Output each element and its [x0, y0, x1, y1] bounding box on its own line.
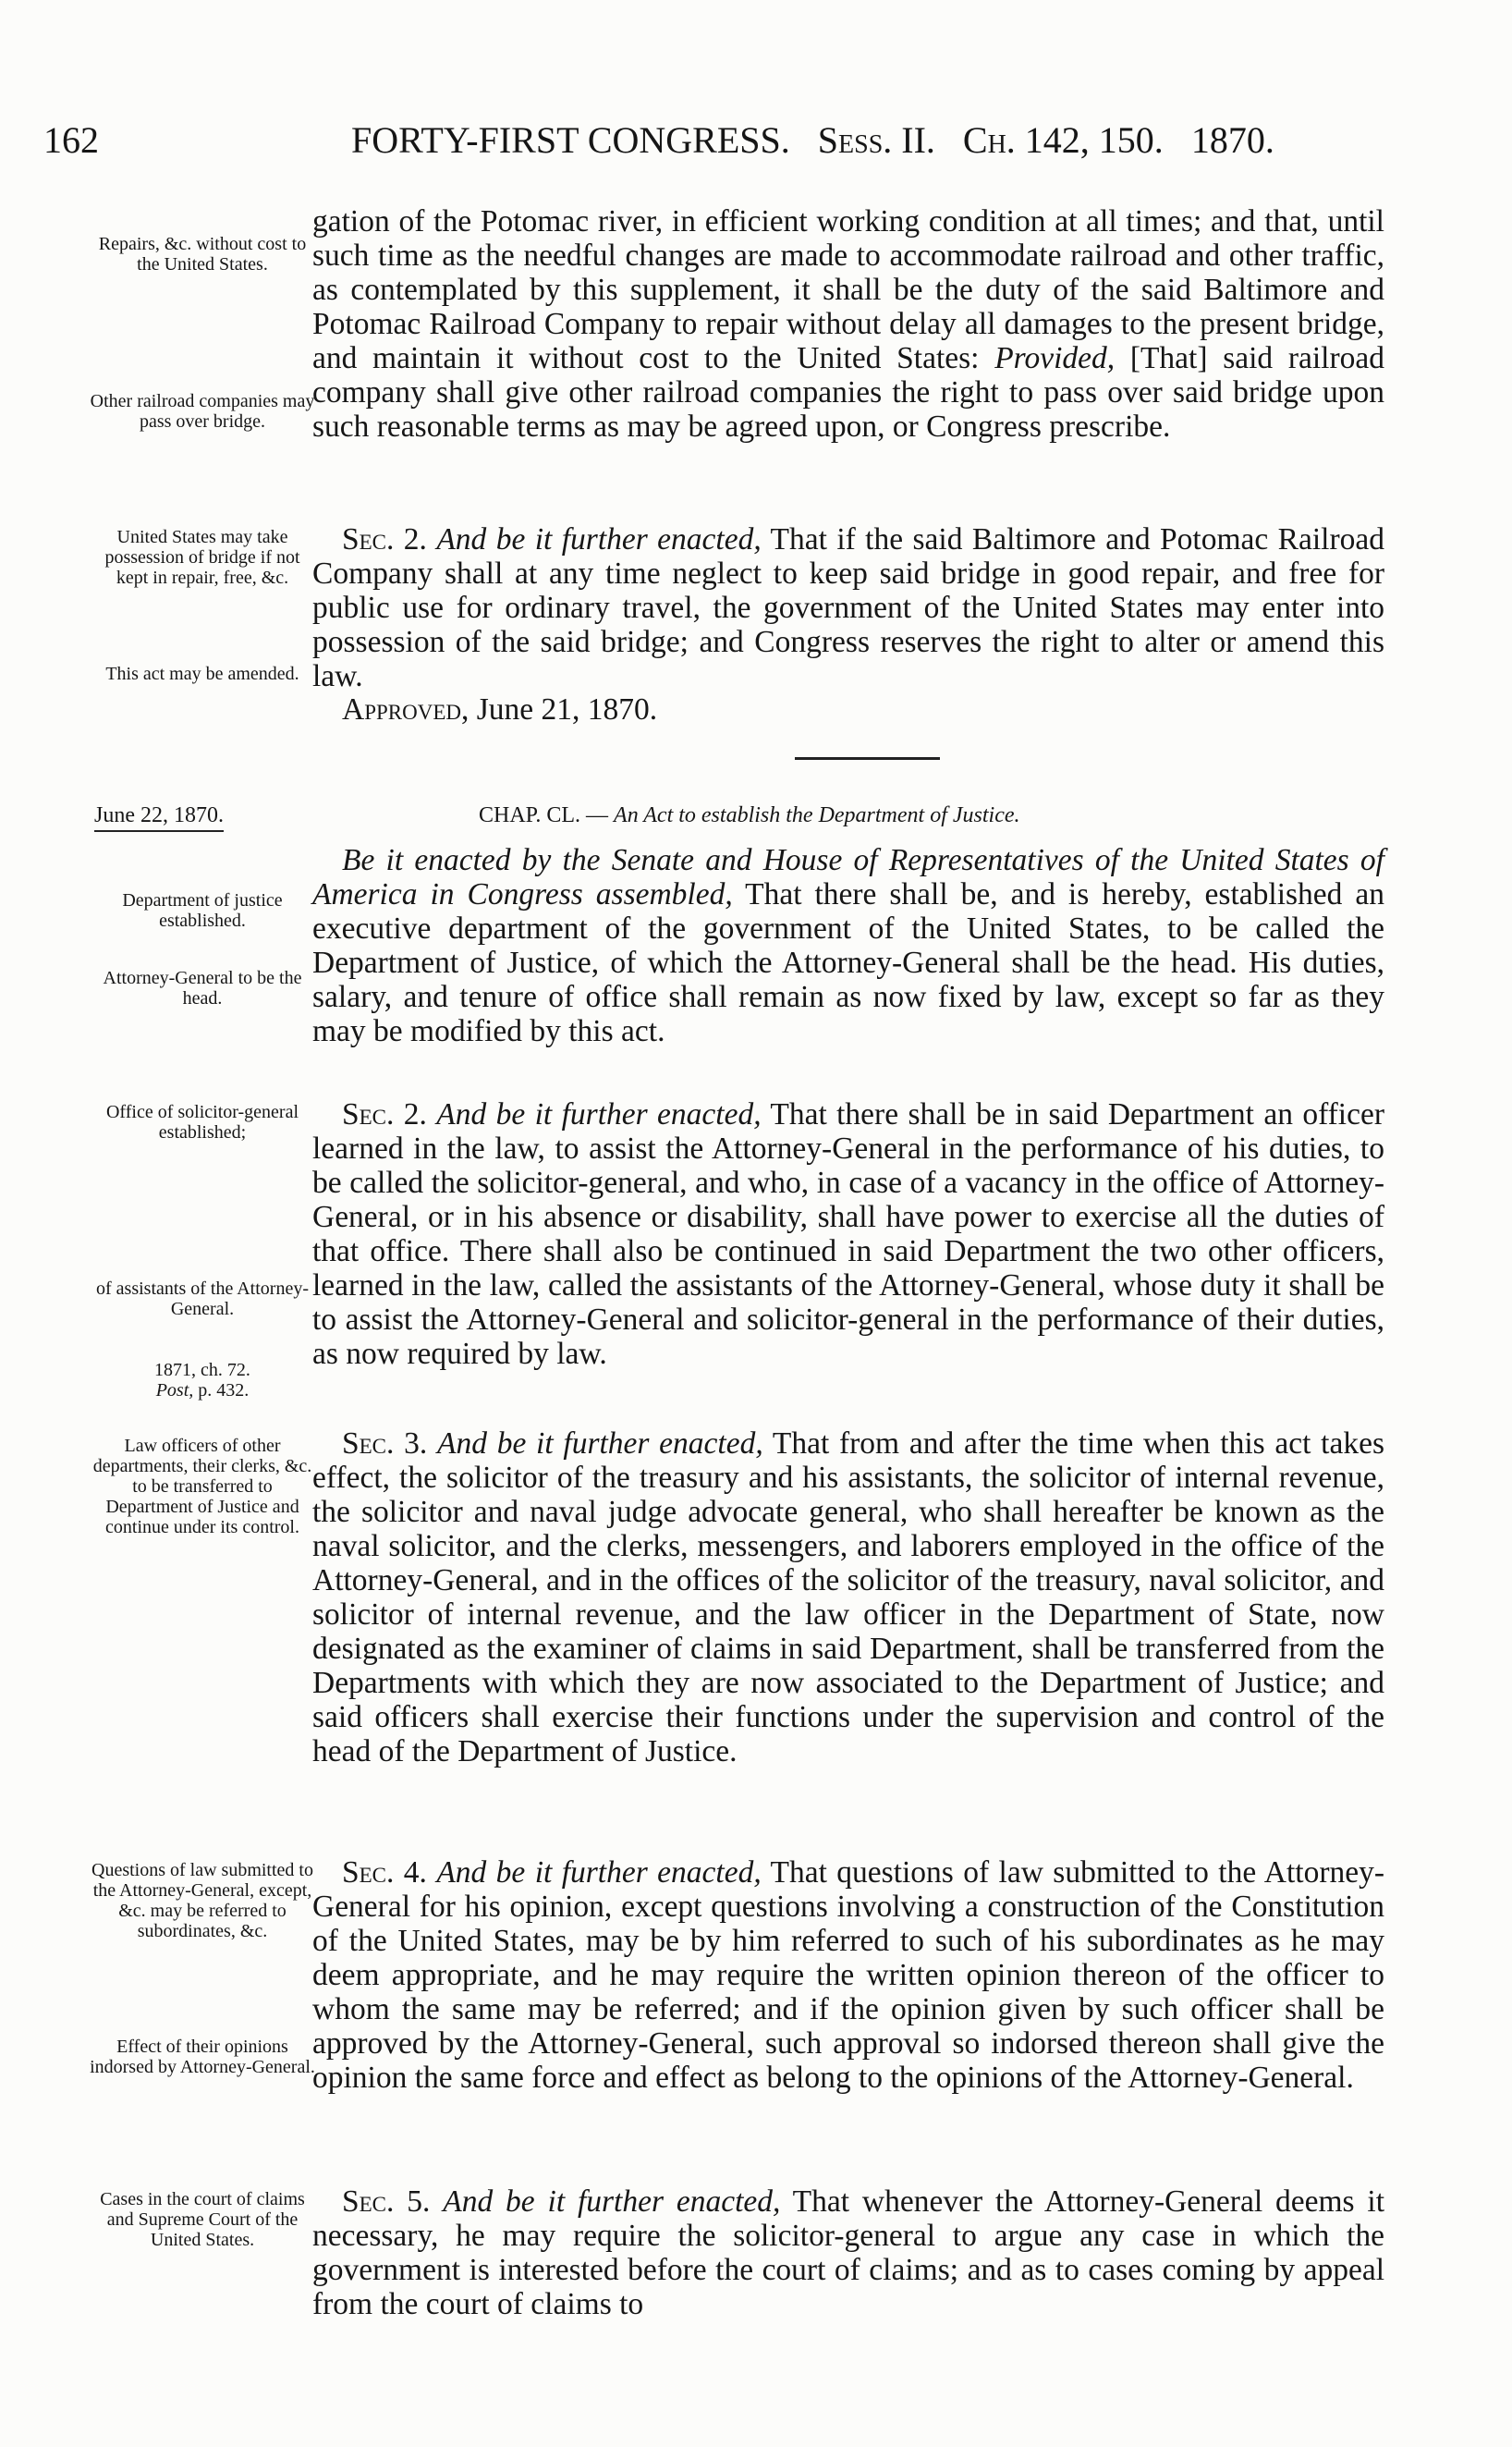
chapter-date: June 22, 1870. — [94, 803, 224, 832]
chapter-label: Ch. 142, 150. — [962, 119, 1164, 161]
ch150-section-4 — [312, 1855, 1384, 2095]
post-label: Post, — [155, 1380, 194, 1401]
ch150-sec1-body: That there shall be, and is hereby, established an executive department of the government of the United States, to be called the Department of Justice, of which the Attorney-General shall be the head. His duties, salary, and tenure of office shall remain as now fixed by law, except so far as they may be modified by this act. — [312, 877, 1385, 1048]
ch150-sec5-enact: And be it further enacted, — [443, 2184, 781, 2219]
proviso-word: Provided, — [994, 341, 1116, 375]
ch150-sec4-enact: And be it further enacted, — [436, 1855, 762, 1890]
margin-note-court-claims: Cases in the court of claims and Supreme Court of the United States. — [100, 2189, 305, 2250]
header-year: 1870. — [1190, 119, 1274, 161]
chapter-title: An Act to establish the Department of Justice. — [614, 803, 1020, 827]
margin-note-questions-of-law: Questions of law submitted to the Attorney-General, except, &c. may be referred to subordinates, &c. — [91, 1860, 313, 1941]
margin-note-amended: This act may be amended. — [105, 664, 299, 684]
ch150-sec3-body: That from and after the time when this act takes effect, the solicitor of the treasury and his assistants, the solicitor of internal revenue, the solicitor and naval judge advocate general, who shall hereafter be known as the naval solicitor, and the clerks, messengers, and laborers employed in the office of the Attorney-General, and in the offices of the solicitor of the treasury, naval solicitor, and solicitor of internal revenue, and the law officer in the Department of State, now designated as the examiner of claims in said Department, shall be transferred from the Departments with which they are now associated to the Department of Justice; and said officers shall exercise their functions under the supervision and control of the head of the Department of Justice. — [312, 1426, 1385, 1768]
ch150-sec3-enact: And be it further enacted, — [437, 1426, 763, 1461]
ch150-sec3-label: Sec. 3. — [342, 1426, 428, 1461]
chapter-heading — [479, 803, 1020, 828]
ch142-sec2-label: Sec. 2. — [342, 522, 427, 557]
ch142-paragraph-1 — [312, 204, 1384, 444]
ch150-section-5 — [312, 2184, 1384, 2321]
page-number: 162 — [43, 119, 99, 161]
margin-note-us-possession: United States may take possession of bridge if not kept in repair, free, &c. — [104, 527, 300, 588]
running-title: FORTY-FIRST CONGRESS. — [351, 119, 790, 161]
ch142-para1-tail: [That] said railroad company shall give other railroad companies the right to pass over said bridge upon such reasonable terms as may be agreed upon, or Congress prescribe. — [312, 341, 1385, 444]
ch142-para1-text: gation of the Potomac river, in efficient working condition at all times; and that, until such time as the needful changes are made to accommodate railroad and other traffic, as contemplated by this supplement, it shall be the duty of the said Baltimore and Potomac Railroad Company to repair without delay all damages to the present bridge, and maintain it without cost to the United States: — [312, 204, 1384, 375]
chapter-number: CHAP. CL. — — [479, 803, 609, 827]
approved-line — [312, 692, 1384, 727]
enacting-clause: Be it enacted by the Senate and House of Representatives of the United States of America in Congress assembled, — [312, 843, 1384, 912]
section-divider — [795, 757, 940, 760]
margin-note-ag-head: Attorney-General to be the head. — [103, 968, 302, 1009]
ch150-sec4-label: Sec. 4. — [342, 1855, 427, 1890]
ch142-section-2 — [312, 522, 1384, 693]
margin-note-law-officers: Law officers of other departments, their clerks, &c. to be transferred to Department of Justice and continue under its control. — [92, 1436, 312, 1537]
margin-note-citation — [90, 1360, 315, 1401]
ch142-enact-phrase: And be it further enacted, — [436, 522, 762, 557]
ch150-section-1 — [312, 843, 1384, 1048]
ch150-sec5-label: Sec. 5. — [342, 2184, 431, 2219]
margin-note-effect-opinions: Effect of their opinions indorsed by Attorney-General. — [90, 2037, 315, 2077]
citation-ref: 1871, ch. 72. — [154, 1360, 250, 1380]
running-header — [351, 118, 1274, 163]
margin-note-assistants: of assistants of the Attorney-General. — [96, 1279, 309, 1319]
ch150-section-2 — [312, 1097, 1384, 1371]
margin-note-other-railroad: Other railroad companies may pass over bridge. — [90, 391, 315, 432]
ch150-sec2-enact: And be it further enacted, — [436, 1097, 762, 1132]
ch150-sec2-label: Sec. 2. — [342, 1097, 427, 1132]
approved-date: June 21, 1870. — [476, 692, 658, 727]
ch150-section-3 — [312, 1426, 1384, 1768]
ch150-sec5-body: That whenever the Attorney-General deems it necessary, he may require the solicitor-general to argue any case in which the government is interested before the court of claims; and as to cases coming by appeal from the court of claims to — [312, 2184, 1385, 2321]
margin-note-dept-established: Department of justice established. — [122, 890, 283, 931]
ch150-sec4-body: That questions of law submitted to the Attorney-General for his opinion, except questions involving a construction of the Constitution of the United States, may be by him referred to such of his subordinates as he may deem appropriate, and he may require the written opinion thereon of the officer to whom the same may be referred; and if the opinion given by such officer shall be approved by the Attorney-General, such approval so indorsed thereon shall give the opinion the same force and effect as belong to the opinions of the Attorney-General. — [312, 1855, 1384, 2095]
approved-label: Approved, — [342, 692, 469, 727]
post-page: p. 432. — [198, 1380, 250, 1401]
margin-note-solicitor-general: Office of solicitor-general established; — [105, 1102, 299, 1143]
ch150-sec2-body: That there shall be in said Department an officer learned in the law, to assist the Attorney-General in the performance of his duties, to be called the solicitor-general, and who, in case of a vacancy in the office of Attorney-General, or in his absence or disability, shall have power to exercise all the duties of that office. There shall also be continued in said Department the two other officers, learned in the law, called the assistants of the Attorney-General, whose duty it shall be to assist the Attorney-General and solicitor-general in the performance of their duties, as now required by law. — [312, 1097, 1385, 1371]
session-label: Sess. II. — [817, 119, 935, 161]
ch142-sec2-body: That if the said Baltimore and Potomac Railroad Company shall at any time neglect to keep said bridge in good repair, and free for public use for ordinary travel, the government of the United States may enter into possession of the said bridge; and Congress reserves the right to alter or amend this law. — [312, 522, 1384, 693]
margin-note-repairs: Repairs, &c. without cost to the United States. — [98, 234, 307, 275]
